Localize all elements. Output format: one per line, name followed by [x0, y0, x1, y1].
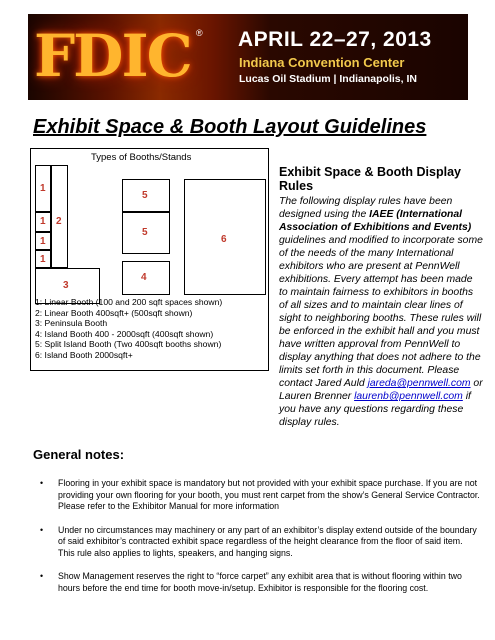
note-text: Under no circumstances may machinery or any part of an exhibitor’s display extend outside of the boundary of said exhibitor’s contracted exhibit space regardless of the height clearance from the floor of said item. This rule also applies to lights, speakers, and hanging signs. [58, 524, 477, 558]
booth-types-diagram [30, 148, 269, 371]
booth-label: 1 [40, 216, 46, 227]
legend-item: 3: Peninsula Booth [35, 318, 108, 328]
legend-item: 2: Linear Booth 400sqft+ (500sqft shown) [35, 307, 193, 318]
page-title: Exhibit Space & Booth Layout Guidelines [33, 116, 427, 138]
event-banner [28, 14, 468, 100]
rules-text: or Lauren Brenner [279, 378, 483, 402]
list-item [40, 478, 480, 513]
booth-label: 3 [63, 280, 69, 291]
diagram-legend [35, 297, 222, 360]
rules-text: if you have any questions regarding these display rules. [279, 391, 471, 428]
email-link-jared[interactable]: jareda@pennwell.com [367, 378, 471, 389]
booth-label: 5 [142, 227, 148, 238]
rules-text-bold: IAEE (International Association of Exhibitions and Events) [279, 209, 472, 233]
list-item [40, 571, 480, 594]
event-dates: APRIL 22–27, 2013 [238, 28, 432, 51]
note-text: Show Management reserves the right to “force carpet” any exhibit area that is without flooring within two hours before the end time for booth move-in/setup. Exhibitor is responsible for the flooring cost. [58, 571, 462, 593]
booth-label: 4 [141, 272, 147, 283]
legend-item: 5: Split Island Booth (Two 400sqft booths shown) [35, 339, 222, 349]
legend-item: 4: Island Booth 400 - 2000sqft (400sqft shown) [35, 328, 214, 339]
event-venue: Indiana Convention Center [239, 55, 405, 70]
booth-label: 1 [40, 183, 46, 194]
booth-label: 1 [40, 254, 46, 265]
booth-label: 6 [221, 234, 227, 245]
note-text: Flooring in your exhibit space is mandatory but not provided with your exhibit space purchase. If you are not providing your own flooring for your booth, you must rent carpet from the show’s General Service Contractor. Please refer to the Exhibitor Manual for more information [58, 478, 480, 511]
booth-label: 5 [142, 190, 148, 201]
rules-text: guidelines and modified to incorporate some of the needs of the many International exhibitors who are present at PennWell exhibitions. Every attempt has been made to maintain fairness to exhibitors in booths of all sizes and to maintain clear lines of sight to neighboring booths. These rules will be enforced in the exhibit hall and you must have written approval from PennWell to display anything that does not adhere to the limits set forth in this document. Please contact Jared Auld [279, 235, 483, 389]
bullet-icon: • [40, 478, 44, 488]
rules-heading: Exhibit Space & Booth Display Rules [279, 165, 461, 193]
bullet-icon: • [40, 524, 44, 535]
bullet-icon: • [40, 571, 44, 581]
general-notes-list [40, 478, 480, 606]
event-location: Lucas Oil Stadium | Indianapolis, IN [239, 73, 417, 85]
diagram-title: Types of Booths/Stands [91, 152, 192, 163]
booth-label: 2 [56, 216, 62, 227]
general-notes-heading: General notes: [33, 447, 125, 462]
email-link-lauren[interactable]: laurenb@pennwell.com [354, 391, 463, 402]
rules-paragraph [279, 195, 483, 429]
legend-item: 6: Island Booth 2000sqft+ [35, 349, 133, 360]
rules-text: The following display rules have been designed using the [279, 196, 453, 220]
list-item [40, 525, 480, 560]
legend-item: 1: Linear Booth (100 and 200 sqft spaces shown) [35, 297, 223, 307]
event-logo: FDIC [34, 22, 191, 90]
registered-mark: ® [196, 28, 203, 38]
booth-label: 1 [40, 236, 46, 247]
